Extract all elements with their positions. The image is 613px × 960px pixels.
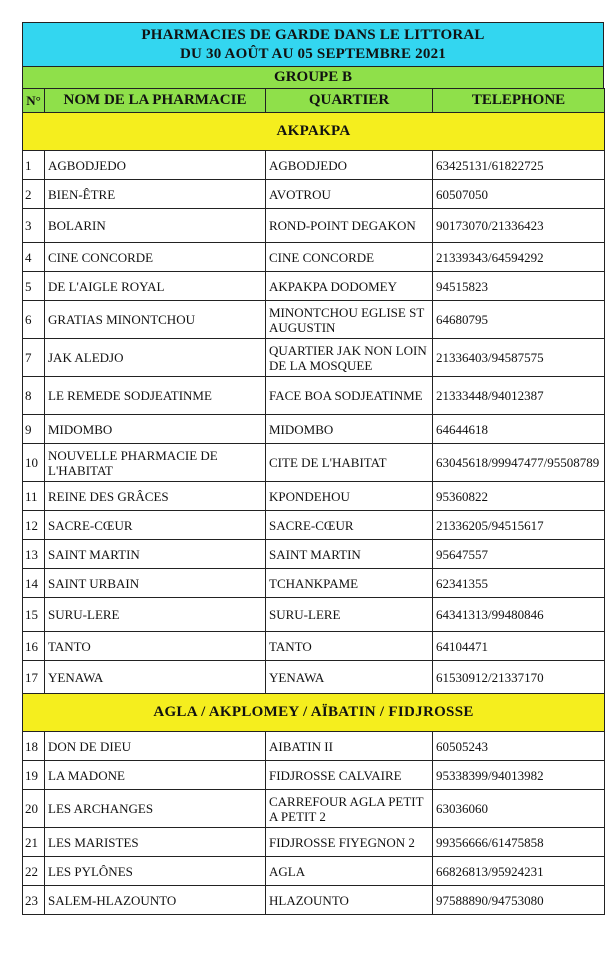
pharmacy-phone: 64644618 [433, 415, 605, 444]
pharmacy-name: YENAWA [45, 661, 266, 694]
pharmacy-district: SACRE-CŒUR [266, 511, 433, 540]
pharmacy-phone: 90173070/21336423 [433, 209, 605, 243]
table-row [23, 180, 605, 209]
pharmacy-name: REINE DES GRÂCES [45, 482, 266, 511]
pharmacy-name: LES MARISTES [45, 828, 266, 857]
table-row [23, 761, 605, 790]
pharmacy-name: LES PYLÔNES [45, 857, 266, 886]
column-header-phone: TELEPHONE [433, 89, 605, 113]
pharmacy-name: LE REMEDE SODJEATINME [45, 377, 266, 415]
pharmacy-name: CINE CONCORDE [45, 243, 266, 272]
pharmacy-phone: 64341313/99480846 [433, 598, 605, 632]
row-number: 15 [23, 598, 45, 632]
pharmacy-district: AGLA [266, 857, 433, 886]
column-header-num: N° [23, 89, 45, 113]
document-title [22, 22, 604, 66]
row-number: 7 [23, 339, 45, 377]
pharmacy-phone: 95360822 [433, 482, 605, 511]
pharmacy-phone: 62341355 [433, 569, 605, 598]
pharmacy-phone: 21339343/64594292 [433, 243, 605, 272]
row-number: 21 [23, 828, 45, 857]
pharmacy-name: DE L'AIGLE ROYAL [45, 272, 266, 301]
table-row [23, 569, 605, 598]
table-body [23, 113, 605, 915]
pharmacy-district: FIDJROSSE FIYEGNON 2 [266, 828, 433, 857]
table-row [23, 886, 605, 915]
row-number: 10 [23, 444, 45, 482]
pharmacy-district: AVOTROU [266, 180, 433, 209]
pharmacy-district: AKPAKPA DODOMEY [266, 272, 433, 301]
table-row [23, 151, 605, 180]
table-row [23, 511, 605, 540]
table-row [23, 377, 605, 415]
table-row [23, 243, 605, 272]
pharmacy-phone: 21336403/94587575 [433, 339, 605, 377]
row-number: 11 [23, 482, 45, 511]
pharmacy-name: SACRE-CŒUR [45, 511, 266, 540]
row-number: 19 [23, 761, 45, 790]
pharmacy-document [22, 22, 604, 915]
pharmacy-phone: 63425131/61822725 [433, 151, 605, 180]
pharmacy-phone: 95647557 [433, 540, 605, 569]
table-row [23, 598, 605, 632]
table-row [23, 661, 605, 694]
table-row [23, 301, 605, 339]
section-title: AGLA / AKPLOMEY / AÏBATIN / FIDJROSSE [23, 694, 605, 732]
table-row [23, 444, 605, 482]
pharmacy-district: SURU-LERE [266, 598, 433, 632]
row-number: 22 [23, 857, 45, 886]
pharmacy-district: SAINT MARTIN [266, 540, 433, 569]
pharmacy-table [22, 88, 605, 915]
pharmacy-phone: 60505243 [433, 732, 605, 761]
pharmacy-district: CARREFOUR AGLA PETIT A PETIT 2 [266, 790, 433, 828]
row-number: 23 [23, 886, 45, 915]
row-number: 9 [23, 415, 45, 444]
pharmacy-phone: 99356666/61475858 [433, 828, 605, 857]
pharmacy-name: NOUVELLE PHARMACIE DE L'HABITAT [45, 444, 266, 482]
pharmacy-district: TCHANKPAME [266, 569, 433, 598]
pharmacy-phone: 66826813/95924231 [433, 857, 605, 886]
pharmacy-district: KPONDEHOU [266, 482, 433, 511]
pharmacy-name: BIEN-ÊTRE [45, 180, 266, 209]
row-number: 1 [23, 151, 45, 180]
pharmacy-district: CINE CONCORDE [266, 243, 433, 272]
pharmacy-phone: 63045618/99947477/95508789 [433, 444, 605, 482]
row-number: 18 [23, 732, 45, 761]
pharmacy-name: TANTO [45, 632, 266, 661]
pharmacy-district: FACE BOA SODJEATINME [266, 377, 433, 415]
row-number: 2 [23, 180, 45, 209]
row-number: 8 [23, 377, 45, 415]
pharmacy-name: JAK ALEDJO [45, 339, 266, 377]
pharmacy-district: YENAWA [266, 661, 433, 694]
row-number: 20 [23, 790, 45, 828]
pharmacy-district: HLAZOUNTO [266, 886, 433, 915]
title-line-1: PHARMACIES DE GARDE DANS LE LITTORAL [141, 27, 485, 43]
pharmacy-name: LA MADONE [45, 761, 266, 790]
table-row [23, 272, 605, 301]
pharmacy-phone: 61530912/21337170 [433, 661, 605, 694]
pharmacy-district: CITE DE L'HABITAT [266, 444, 433, 482]
pharmacy-phone: 64104471 [433, 632, 605, 661]
row-number: 4 [23, 243, 45, 272]
title-line-2: DU 30 AOÛT AU 05 SEPTEMBRE 2021 [180, 46, 446, 62]
pharmacy-phone: 95338399/94013982 [433, 761, 605, 790]
pharmacy-district: ROND-POINT DEGAKON [266, 209, 433, 243]
table-row [23, 482, 605, 511]
pharmacy-phone: 94515823 [433, 272, 605, 301]
pharmacy-district: TANTO [266, 632, 433, 661]
pharmacy-name: LES ARCHANGES [45, 790, 266, 828]
pharmacy-district: AGBODJEDO [266, 151, 433, 180]
row-number: 5 [23, 272, 45, 301]
column-header-row [23, 89, 605, 113]
table-row [23, 540, 605, 569]
pharmacy-name: SAINT URBAIN [45, 569, 266, 598]
pharmacy-name: SALEM-HLAZOUNTO [45, 886, 266, 915]
section-title: AKPAKPA [23, 113, 605, 151]
table-row [23, 790, 605, 828]
pharmacy-phone: 60507050 [433, 180, 605, 209]
pharmacy-name: BOLARIN [45, 209, 266, 243]
column-header-district: QUARTIER [266, 89, 433, 113]
pharmacy-district: MIDOMBO [266, 415, 433, 444]
column-header-name: NOM DE LA PHARMACIE [45, 89, 266, 113]
pharmacy-name: DON DE DIEU [45, 732, 266, 761]
pharmacy-phone: 21336205/94515617 [433, 511, 605, 540]
section-row [23, 113, 605, 151]
row-number: 16 [23, 632, 45, 661]
row-number: 3 [23, 209, 45, 243]
row-number: 12 [23, 511, 45, 540]
pharmacy-phone: 97588890/94753080 [433, 886, 605, 915]
pharmacy-name: SAINT MARTIN [45, 540, 266, 569]
pharmacy-district: MINONTCHOU EGLISE ST AUGUSTIN [266, 301, 433, 339]
row-number: 14 [23, 569, 45, 598]
section-row [23, 694, 605, 732]
pharmacy-phone: 63036060 [433, 790, 605, 828]
row-number: 6 [23, 301, 45, 339]
pharmacy-name: AGBODJEDO [45, 151, 266, 180]
table-row [23, 415, 605, 444]
table-row [23, 828, 605, 857]
pharmacy-district: FIDJROSSE CALVAIRE [266, 761, 433, 790]
row-number: 13 [23, 540, 45, 569]
table-row [23, 339, 605, 377]
table-row [23, 732, 605, 761]
pharmacy-phone: 21333448/94012387 [433, 377, 605, 415]
pharmacy-name: SURU-LERE [45, 598, 266, 632]
group-label: GROUPE B [22, 66, 604, 88]
pharmacy-district: QUARTIER JAK NON LOIN DE LA MOSQUEE [266, 339, 433, 377]
pharmacy-district: AIBATIN II [266, 732, 433, 761]
table-row [23, 857, 605, 886]
table-row [23, 209, 605, 243]
row-number: 17 [23, 661, 45, 694]
table-row [23, 632, 605, 661]
pharmacy-name: GRATIAS MINONTCHOU [45, 301, 266, 339]
pharmacy-name: MIDOMBO [45, 415, 266, 444]
pharmacy-phone: 64680795 [433, 301, 605, 339]
